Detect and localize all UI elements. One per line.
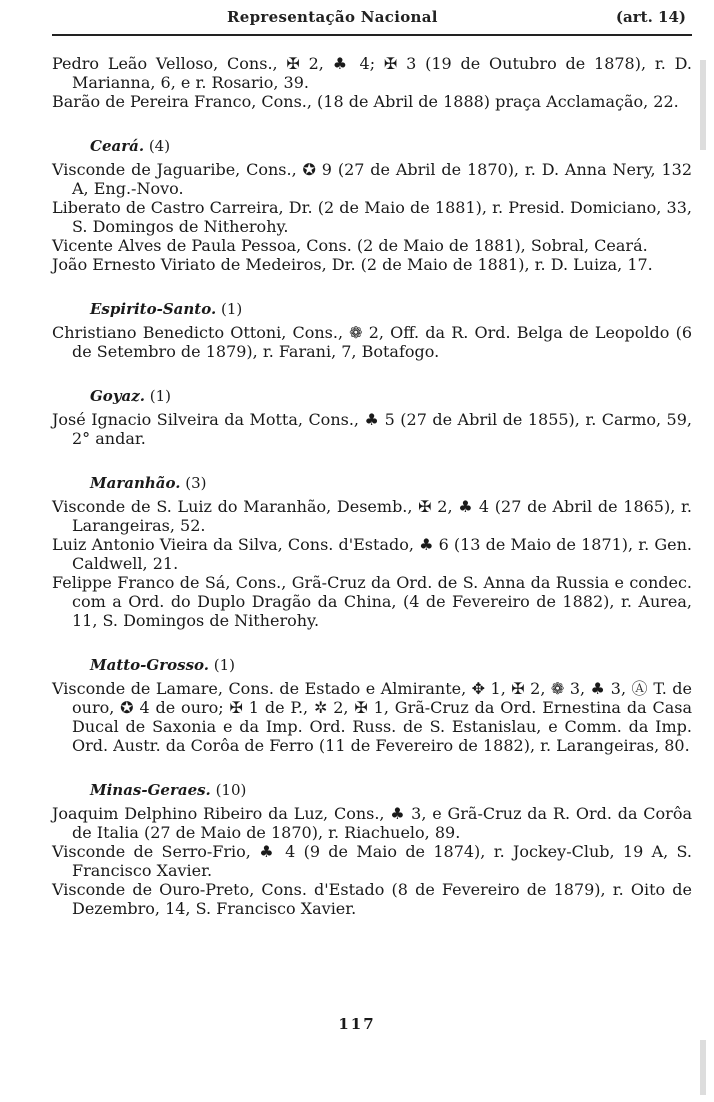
- margin-smudge: [700, 60, 706, 150]
- section-heading: [52, 387, 692, 406]
- member-entry: Barão de Pereira Franco, Cons., (18 de Abril de 1888) praça Acclamação, 22.: [52, 92, 679, 111]
- section-count: (3): [185, 474, 207, 492]
- member-entry: Visconde de Serro-Frio, ♣ 4 (9 de Maio de 1874), r. Jockey-Club, 19 A, S. Francisco Xavier.: [52, 842, 692, 880]
- section-heading: [52, 781, 692, 800]
- section-name: Minas-Geraes.: [90, 781, 211, 799]
- member-entry: Christiano Benedicto Ottoni, Cons., ❁ 2, Off. da R. Ord. Belga de Leopoldo (6 de Setembro de 1879), r. Farani, 7, Botafogo.: [52, 323, 692, 361]
- section-heading: [52, 137, 692, 156]
- section: [52, 474, 692, 630]
- member-entry: Joaquim Delphino Ribeiro da Luz, Cons., ♣ 3, e Grã-Cruz da R. Ord. da Corôa de Italia (27 de Maio de 1870), r. Riachuelo, 89.: [52, 804, 692, 842]
- section-heading: [52, 656, 692, 675]
- member-entry: Pedro Leão Velloso, Cons., ✠ 2, ♣ 4; ✠ 3 (19 de Outubro de 1878), r. D. Marianna, 6, e r. Rosario, 39.: [52, 54, 692, 92]
- header-rule: [52, 34, 692, 36]
- member-entry: Visconde de Jaguaribe, Cons., ✪ 9 (27 de Abril de 1870), r. D. Anna Nery, 132 A, Eng.-Novo.: [52, 160, 692, 198]
- member-entry: Felippe Franco de Sá, Cons., Grã-Cruz da Ord. de S. Anna da Russia e condec. com a Ord. do Duplo Dragão da China, (4 de Fevereiro de 1882), r. Aurea, 11, S. Domingos de Nitherohy.: [52, 573, 692, 630]
- section-name: Maranhão.: [90, 474, 181, 492]
- running-header: [52, 4, 692, 30]
- member-entry: Vicente Alves de Paula Pessoa, Cons. (2 de Maio de 1881), Sobral, Ceará.: [52, 236, 648, 255]
- member-entry: Luiz Antonio Vieira da Silva, Cons. d'Estado, ♣ 6 (13 de Maio de 1871), r. Gen. Caldwell, 21.: [52, 535, 692, 573]
- section-count: (1): [149, 387, 172, 405]
- section: [52, 781, 692, 918]
- section: [52, 54, 692, 111]
- section: [52, 387, 692, 448]
- section-name: Espirito-Santo.: [90, 300, 217, 318]
- member-entry: João Ernesto Viriato de Medeiros, Dr. (2 de Maio de 1881), r. D. Luiza, 17.: [52, 255, 653, 274]
- section-count: (1): [213, 656, 236, 674]
- header-title: Representação Nacional: [227, 8, 438, 26]
- section-name: Goyaz.: [90, 387, 145, 405]
- page-number: 117: [338, 1015, 376, 1033]
- margin-smudge: [700, 1040, 706, 1095]
- member-list: [52, 54, 692, 918]
- member-entry: Visconde de Lamare, Cons. de Estado e Almirante, ✥ 1, ✠ 2, ❁ 3, ♣ 3, Ⓐ T. de ouro, ✪ 4 de ouro; ✠ 1 de P., ✲ 2, ✠ 1, Grã-Cruz da Ord. Ernestina da Casa Ducal de Saxonia e da Imp. Ord. Russ. de S. Estanislau, e Comm. da Imp. Ord. Austr. da Corôa de Ferro (11 de Fevereiro de 1882), r. Larangeiras, 80.: [52, 679, 692, 755]
- section-count: (4): [148, 137, 171, 155]
- section: [52, 656, 692, 755]
- section: [52, 137, 692, 274]
- member-entry: José Ignacio Silveira da Motta, Cons., ♣ 5 (27 de Abril de 1855), r. Carmo, 59, 2° andar.: [52, 410, 692, 448]
- member-entry: Visconde de S. Luiz do Maranhão, Desemb., ✠ 2, ♣ 4 (27 de Abril de 1865), r. Larangeiras, 52.: [52, 497, 692, 535]
- header-article: (art. 14): [615, 8, 686, 26]
- section-count: (1): [220, 300, 243, 318]
- member-entry: Visconde de Ouro-Preto, Cons. d'Estado (8 de Fevereiro de 1879), r. Oito de Dezembro, 14, S. Francisco Xavier.: [52, 880, 692, 918]
- section: [52, 300, 692, 361]
- section-name: Matto-Grosso.: [90, 656, 209, 674]
- section-heading: [52, 474, 692, 493]
- section-count: (10): [215, 781, 247, 799]
- section-heading: [52, 300, 692, 319]
- section-name: Ceará.: [90, 137, 145, 155]
- member-entry: Liberato de Castro Carreira, Dr. (2 de Maio de 1881), r. Presid. Domiciano, 33, S. Domingos de Nitherohy.: [52, 198, 692, 236]
